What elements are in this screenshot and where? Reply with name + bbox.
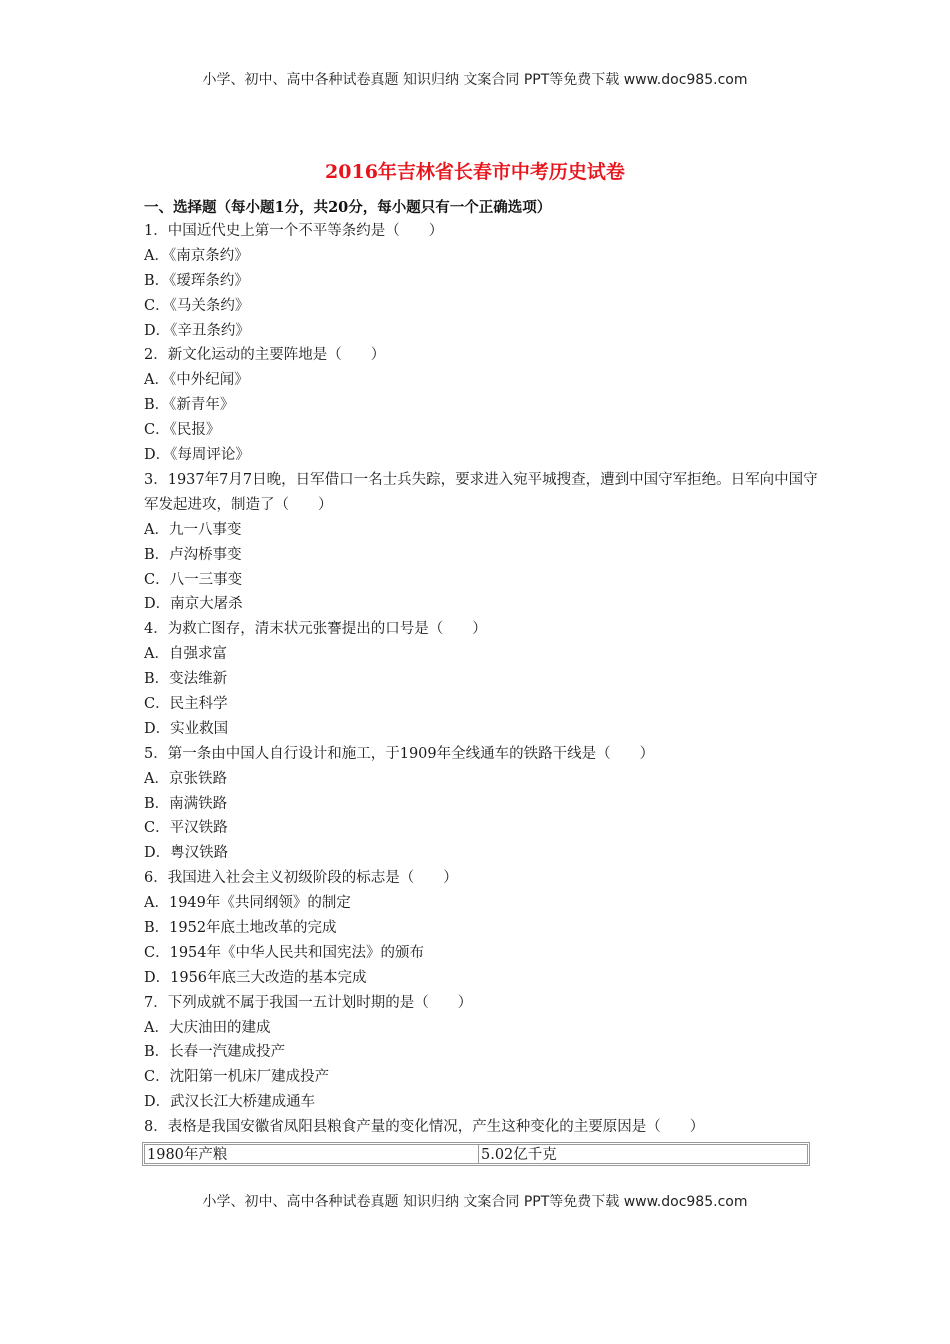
option: C．八一三事变 [144, 571, 243, 588]
question-stem: 3．1937年7月7日晚，日军借口一名士兵失踪，要求进入宛平城搜查，遭到中国守军拒绝。日军向中国守军发起进攻，制造了（ ） [144, 471, 818, 513]
page-title: 2016年吉林省长春市中考历史试卷 [325, 161, 625, 183]
data-table [142, 1142, 810, 1166]
option: A．《南京条约》 [144, 247, 249, 264]
option: C．平汉铁路 [144, 820, 228, 837]
option: D．武汉长江大桥建成通车 [144, 1094, 316, 1111]
option: A．京张铁路 [144, 770, 227, 787]
question-stem: 8．表格是我国安徽省凤阳县粮食产量的变化情况，产生这种变化的主要原因是（ ） [144, 1119, 705, 1136]
question-stem: 4．为救亡图存，清末状元张謇提出的口号是（ ） [144, 621, 487, 638]
table-cell: 1980年产粮 [145, 1145, 479, 1163]
question-stem: 1．中国近代史上第一个不平等条约是（ ） [144, 223, 444, 239]
option: C．《马关条约》 [144, 297, 250, 314]
question-stem: 5．第一条由中国人自行设计和施工，于1909年全线通车的铁路干线是（ ） [144, 745, 655, 762]
option: D．《辛丑条约》 [144, 322, 250, 339]
option: B．卢沟桥事变 [144, 546, 242, 563]
option: B．长春一汽建成投产 [144, 1044, 286, 1061]
question-stem: 6．我国进入社会主义初级阶段的标志是（ ） [144, 870, 458, 887]
option: C．1954年《中华人民共和国宪法》的颁布 [144, 944, 424, 961]
option: A．《中外纪闻》 [144, 372, 249, 389]
option: D．粤汉铁路 [144, 845, 229, 862]
question-stem: 7．下列成就不属于我国一五计划时期的是（ ） [144, 994, 473, 1011]
page-header: 小学、初中、高中各种试卷真题 知识归纳 文案合同 PPT等免费下载 www.doc985.com [202, 72, 748, 88]
option: B．1952年底土地改革的完成 [144, 919, 337, 936]
option: C．民主科学 [144, 695, 228, 712]
option: D．1956年底三大改造的基本完成 [144, 969, 367, 986]
option: B．《新青年》 [144, 397, 235, 414]
option: A．九一八事变 [144, 521, 242, 538]
option: C．《民报》 [144, 422, 221, 439]
page-footer: 小学、初中、高中各种试卷真题 知识归纳 文案合同 PPT等免费下载 www.doc985.com [202, 1194, 748, 1210]
option: A．大庆油田的建成 [144, 1019, 271, 1036]
option: A．1949年《共同纲领》的制定 [144, 895, 351, 912]
option: C．沈阳第一机床厂建成投产 [144, 1069, 330, 1086]
questions-list [144, 219, 824, 1140]
option: B．南满铁路 [144, 795, 228, 812]
question-stem: 2．新文化运动的主要阵地是（ ） [144, 347, 386, 364]
option: B．变法维新 [144, 671, 228, 688]
option: D．南京大屠杀 [144, 596, 243, 613]
option: D．《每周评论》 [144, 447, 250, 464]
section-heading: 一、选择题（每小题1分，共20分，每小题只有一个正确选项） [144, 199, 552, 216]
option: A．自强求富 [144, 646, 227, 663]
option: D．实业救国 [144, 720, 229, 737]
option: B．《瑷珲条约》 [144, 272, 249, 289]
table-cell: 5.02亿千克 [481, 1147, 557, 1163]
